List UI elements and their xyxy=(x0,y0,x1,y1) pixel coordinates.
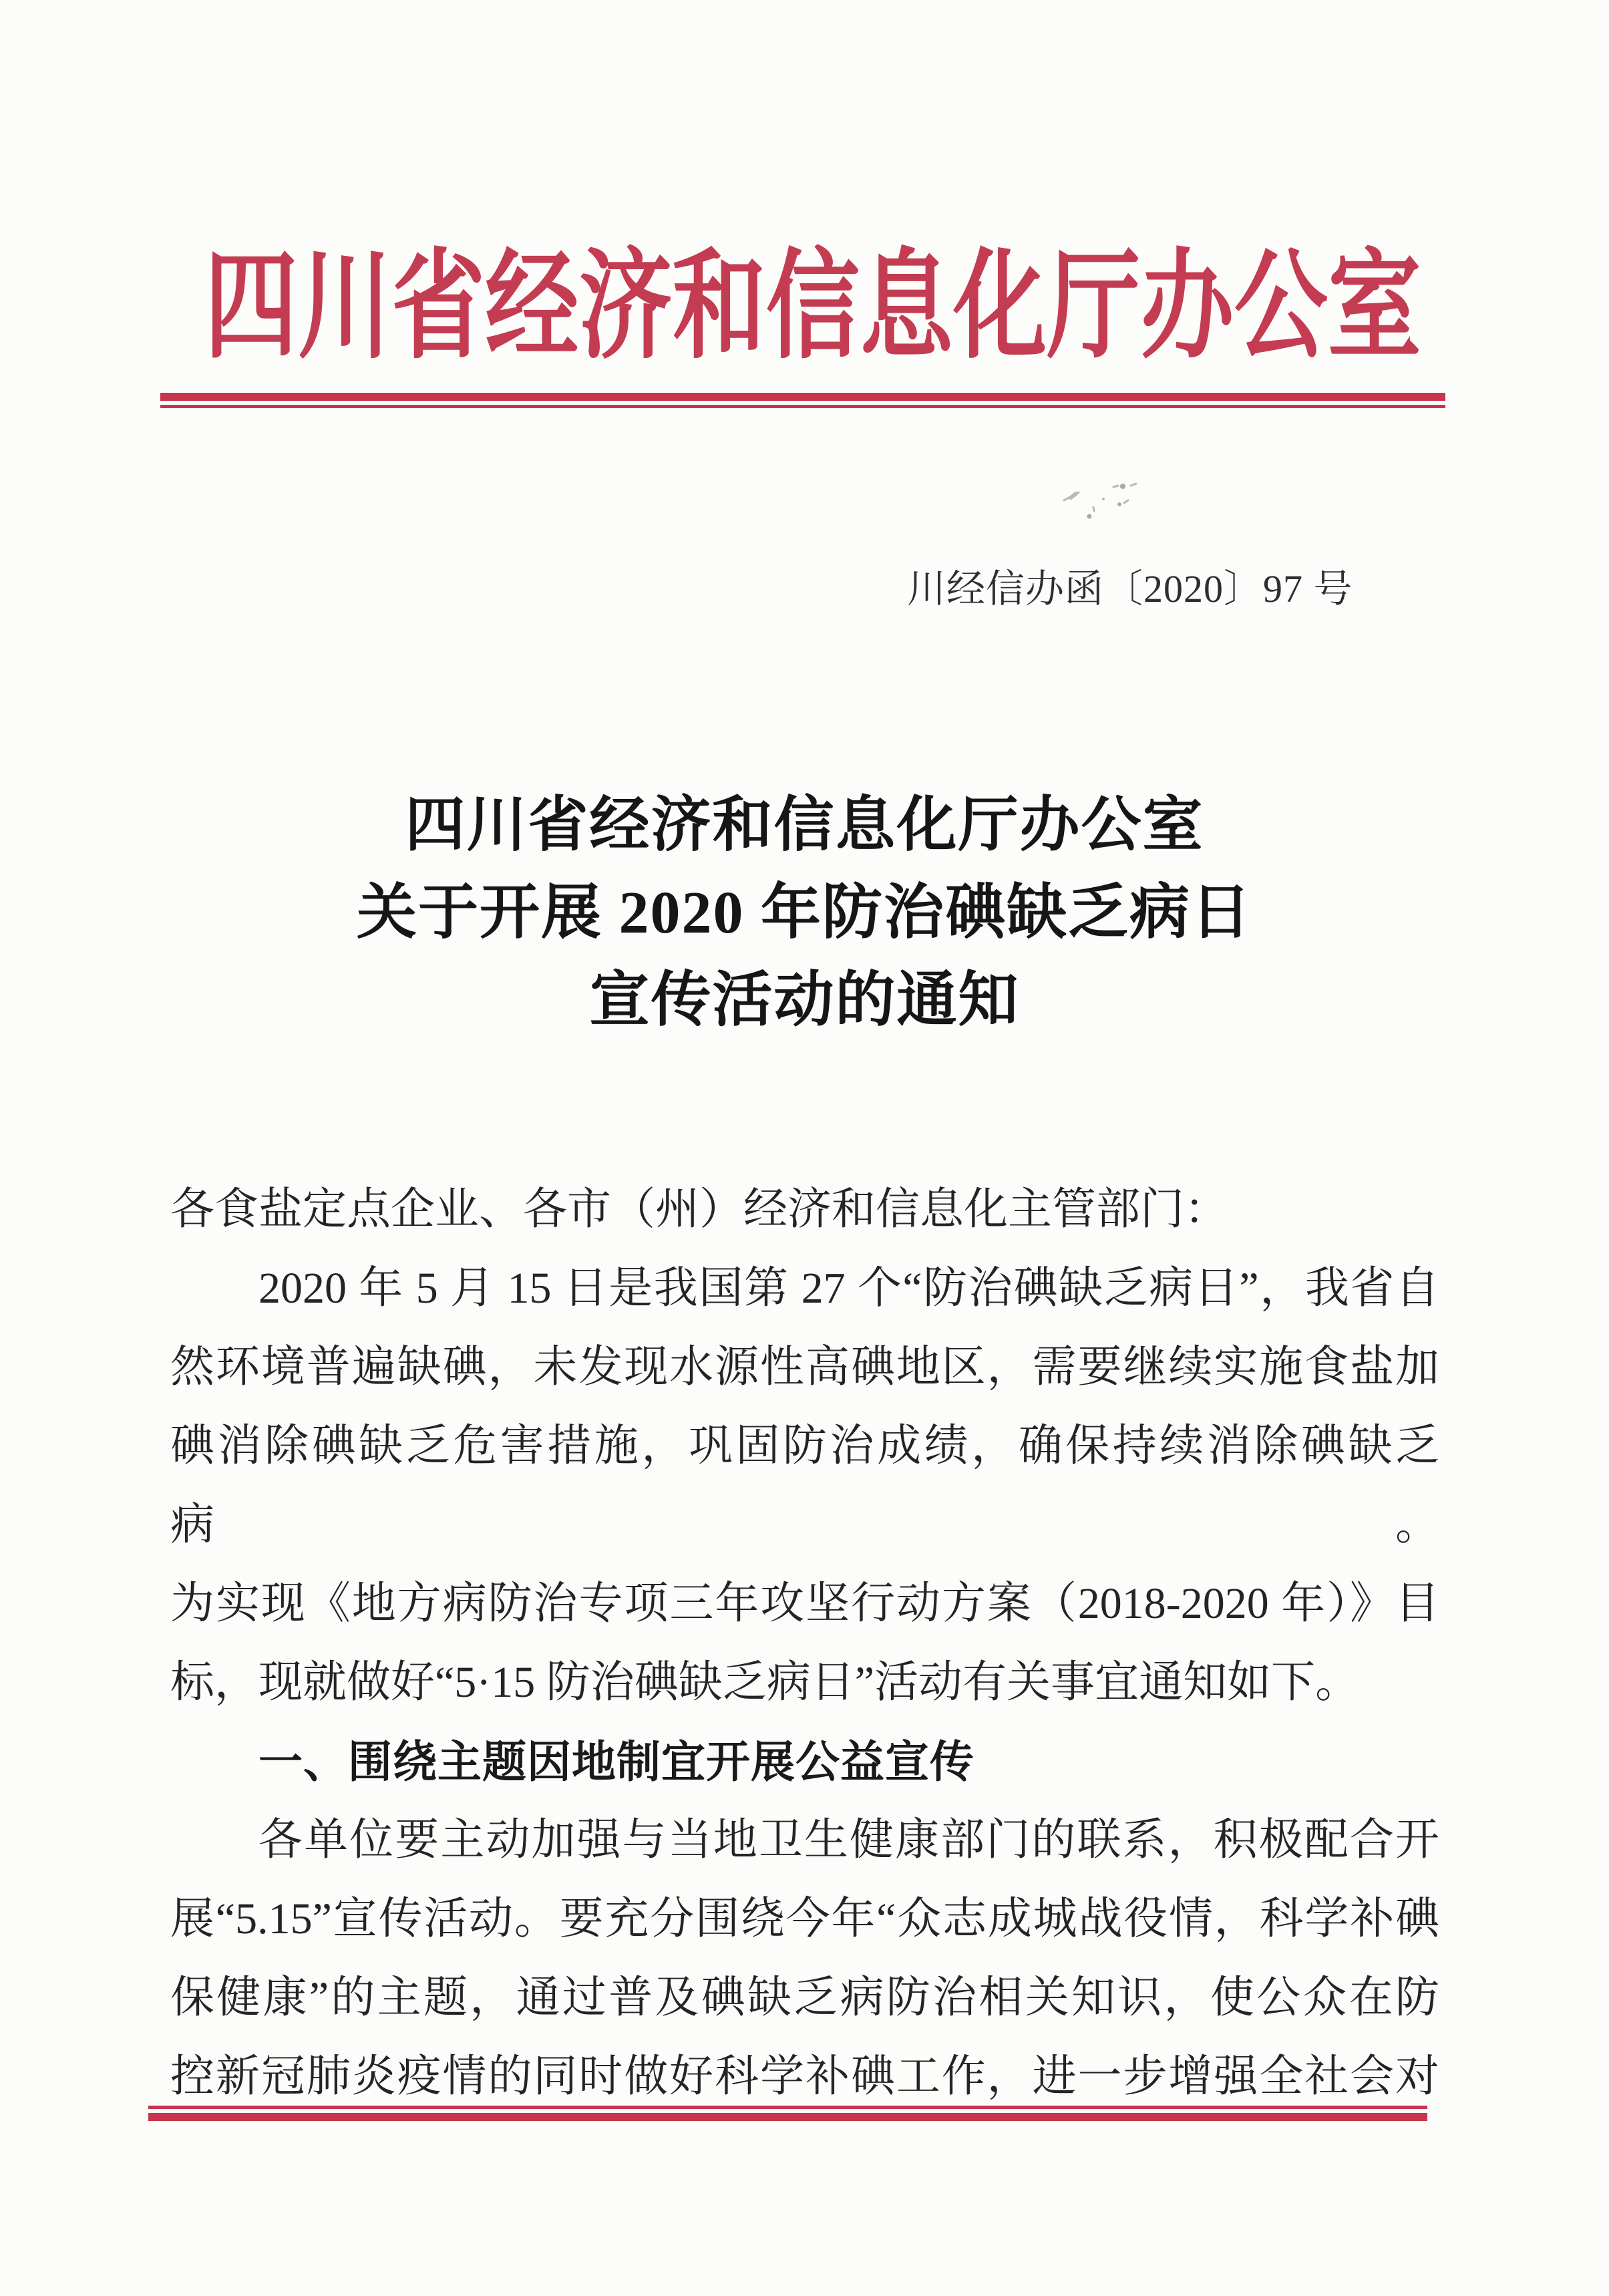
body-line: 然环境普遍缺碘，未发现水源性高碘地区，需要继续实施食盐加 xyxy=(170,1343,1439,1391)
pencil-smudge xyxy=(1052,478,1166,524)
masthead-char: 公 xyxy=(1234,241,1328,373)
agency-masthead xyxy=(204,241,1421,409)
header-divider-thick xyxy=(160,393,1445,401)
document-title xyxy=(0,782,1609,1044)
body-line: 保健康”的主题，通过普及碘缺乏病防治相关知识，使公众在防 xyxy=(170,1973,1439,2022)
footer-divider-thin xyxy=(148,2106,1427,2109)
section-heading: 一、围绕主题因地制宜开展公益宣传 xyxy=(258,1737,974,1786)
body-line: 2020 年 5 月 15 日是我国第 27 个“防治碘缺乏病日”，我省自 xyxy=(258,1264,1439,1313)
masthead-char: 和 xyxy=(672,241,766,373)
masthead-char: 信 xyxy=(765,241,860,373)
title-line-1: 四川省经济和信息化厅办公室 xyxy=(405,792,1204,858)
body-line: 各单位要主动加强与当地卫生健康部门的联系，积极配合开 xyxy=(258,1816,1439,1864)
footer-divider-thick xyxy=(148,2113,1427,2121)
masthead-char: 办 xyxy=(1140,241,1234,373)
body-line: 各食盐定点企业、各市（州）经济和信息化主管部门： xyxy=(170,1185,1228,1234)
masthead-char: 四 xyxy=(204,241,299,373)
masthead-char: 息 xyxy=(860,241,954,373)
doc-number: 川经信办函〔2020〕97 号 xyxy=(907,567,1353,611)
title-line-2: 关于开展 2020 年防治碘缺乏病日 xyxy=(357,880,1252,946)
masthead-char: 省 xyxy=(391,241,486,373)
masthead-char: 厅 xyxy=(1047,241,1141,373)
masthead-char: 化 xyxy=(953,241,1047,373)
body-line: 控新冠肺炎疫情的同时做好科学补碘工作，进一步增强全社会对 xyxy=(170,2052,1439,2101)
masthead-char: 川 xyxy=(298,241,392,373)
masthead-char: 经 xyxy=(485,241,579,373)
body-line: 展“5.15”宣传活动。要充分围绕今年“众志成城战役情，科学补碘 xyxy=(170,1895,1439,1943)
masthead-char: 济 xyxy=(578,241,673,373)
document-body xyxy=(170,1170,1439,2116)
body-line: 标，现就做好“5·15 防治碘缺乏病日”活动有关事宜通知如下。 xyxy=(170,1658,1360,1707)
masthead-char: 室 xyxy=(1327,241,1421,373)
header-divider-thin xyxy=(160,405,1445,408)
title-line-3: 宣传活动的通知 xyxy=(589,967,1020,1033)
body-line: 为实现《地方病防治专项三年攻坚行动方案（2018-2020 年）》目 xyxy=(170,1579,1439,1628)
body-line: 碘消除碘缺乏危害措施，巩固防治成绩，确保持续消除碘缺乏病。 xyxy=(170,1422,1439,1549)
